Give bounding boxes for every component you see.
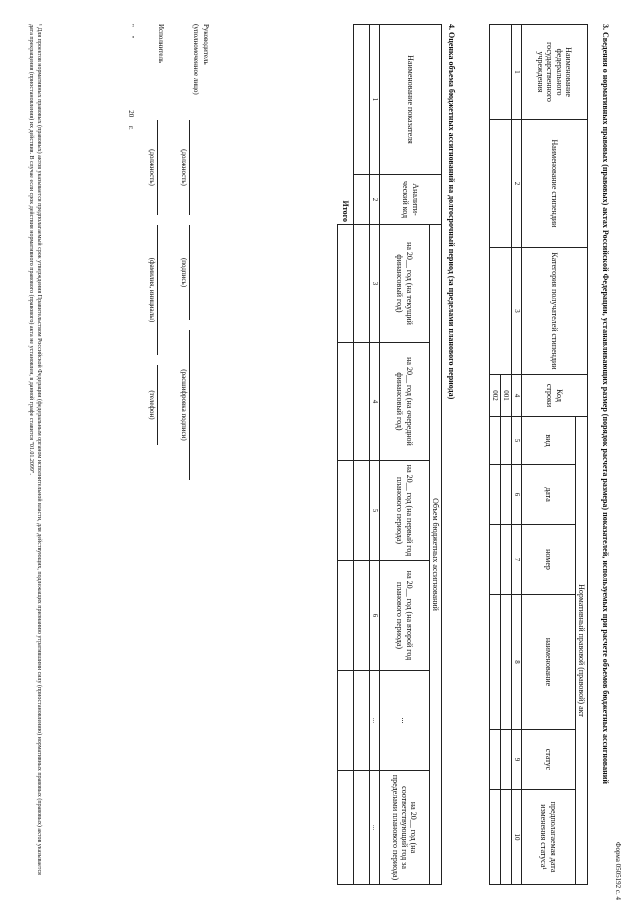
s4-header-col2: Аналити-ческий код bbox=[380, 175, 442, 225]
s4-num-1: 1 bbox=[370, 25, 380, 175]
s4-num-2: 2 bbox=[370, 175, 380, 225]
s4-num-5: 5 bbox=[370, 461, 380, 561]
s4-num-3: 3 bbox=[370, 225, 380, 343]
s3-header-col10: предполагаемая дата изменения статуса¹ bbox=[522, 790, 576, 885]
s3-num-6: 6 bbox=[512, 465, 522, 525]
s4-num-4: 4 bbox=[370, 343, 380, 461]
s4-num-8: ... bbox=[370, 771, 380, 885]
s4-header-col8: на 20__ год (на соответствующий год за пределами планового периода) bbox=[380, 771, 430, 885]
head-signature-line bbox=[189, 225, 190, 320]
s3-num-3: 3 bbox=[512, 248, 522, 375]
s3-header-col5: вид bbox=[522, 417, 576, 465]
table-row bbox=[354, 25, 370, 885]
s3-header-col7: номер bbox=[522, 525, 576, 595]
section4-title: 4. Оценка объема бюджетных ассигнований на долгосрочный период (за пределами планового периода) bbox=[447, 24, 456, 400]
s4-num-7: ... bbox=[370, 671, 380, 771]
section4-table bbox=[337, 24, 442, 885]
exec-position-caption: (должность) bbox=[148, 149, 156, 186]
s4-header-col1: Наименование показателя bbox=[380, 25, 442, 175]
exec-label: Исполнитель bbox=[157, 24, 165, 64]
exec-phone-line bbox=[157, 365, 158, 445]
table-row bbox=[501, 25, 512, 885]
s3-header-col1: Наименование федерального государственного учреждения bbox=[522, 25, 588, 120]
s3-header-col4: Код строки bbox=[522, 375, 588, 417]
section3-title: 3. Сведения о нормативных правовых (правовых) актах Российской Федерации, устанавливающих размер (порядок расчета размера) показателей, используемых при расчете объемов бюджетных ассигнований bbox=[601, 24, 610, 784]
s4-header-col5: на 20__ год (на первый год планового периода) bbox=[380, 461, 430, 561]
s3-num-5: 5 bbox=[512, 417, 522, 465]
form-code: Форма 0505192 с. 4 bbox=[614, 841, 622, 900]
s3-num-1: 1 bbox=[512, 25, 522, 120]
s3-num-10: 10 bbox=[512, 790, 522, 885]
head-position-caption: (должность) bbox=[180, 149, 188, 186]
exec-phone-caption: (телефон) bbox=[148, 390, 156, 420]
total-label: Итого bbox=[340, 200, 350, 222]
s3-num-2: 2 bbox=[512, 120, 522, 248]
s4-header-col6: на 20__ год (на второй год планового периода) bbox=[380, 561, 430, 671]
s4-header-group: Объем бюджетных ассигнований bbox=[430, 225, 442, 885]
s4-header-col4: на 20__ год (на очередной финансовый год) bbox=[380, 343, 430, 461]
table-row bbox=[338, 25, 354, 885]
exec-name-caption: (фамилия, инициалы) bbox=[148, 257, 156, 323]
s4-num-6: 6 bbox=[370, 561, 380, 671]
footnote: ¹ Для проектов нормативных правовых (правовых) актов указывается предполагаемый срок утверждения Правительством Российской Федерации (федеральным органом исполнительной власти, для действующих, подлежащих признанию утратившими силу (приостановлению) нормативных правовых (правовых) актов указывается дата прекращения (приостановления) их действия. В случае если срок действия нормативного правового (правового) акта не установлен, в данной графе ставится "01.01.2099". bbox=[28, 24, 42, 875]
s4-header-col3: на 20__ год (на текущий финансовый год) bbox=[380, 225, 430, 343]
section3-table bbox=[489, 24, 588, 885]
s3-header-group: Нормативный правовой (правовой) акт bbox=[576, 417, 588, 885]
s3-num-9: 9 bbox=[512, 730, 522, 790]
s3-header-col3: Категория получателей стипендии bbox=[522, 248, 588, 375]
head-position-line bbox=[189, 120, 190, 215]
row-code-001: 001 bbox=[501, 375, 512, 417]
head-label-2: (уполномоченное лицо) bbox=[192, 24, 200, 95]
head-label: Руководитель bbox=[202, 24, 210, 65]
s4-header-col7: ... bbox=[380, 671, 430, 771]
s3-num-7: 7 bbox=[512, 525, 522, 595]
s3-header-col6: дата bbox=[522, 465, 576, 525]
date-line: " " 20 г. bbox=[127, 24, 135, 130]
s3-num-8: 8 bbox=[512, 595, 522, 730]
s3-header-col2: Наименование стипендии bbox=[522, 120, 588, 248]
head-signature-caption: (подпись) bbox=[180, 257, 188, 288]
exec-position-line bbox=[157, 120, 158, 215]
s3-header-col9: статус bbox=[522, 730, 576, 790]
row-code-002: 002 bbox=[490, 375, 501, 417]
s3-header-col8: наименование bbox=[522, 595, 576, 730]
s3-num-4: 4 bbox=[512, 375, 522, 417]
head-decode-line bbox=[189, 330, 190, 480]
head-decode-caption: (расшифровка подписи) bbox=[180, 369, 188, 441]
exec-name-line bbox=[157, 225, 158, 355]
